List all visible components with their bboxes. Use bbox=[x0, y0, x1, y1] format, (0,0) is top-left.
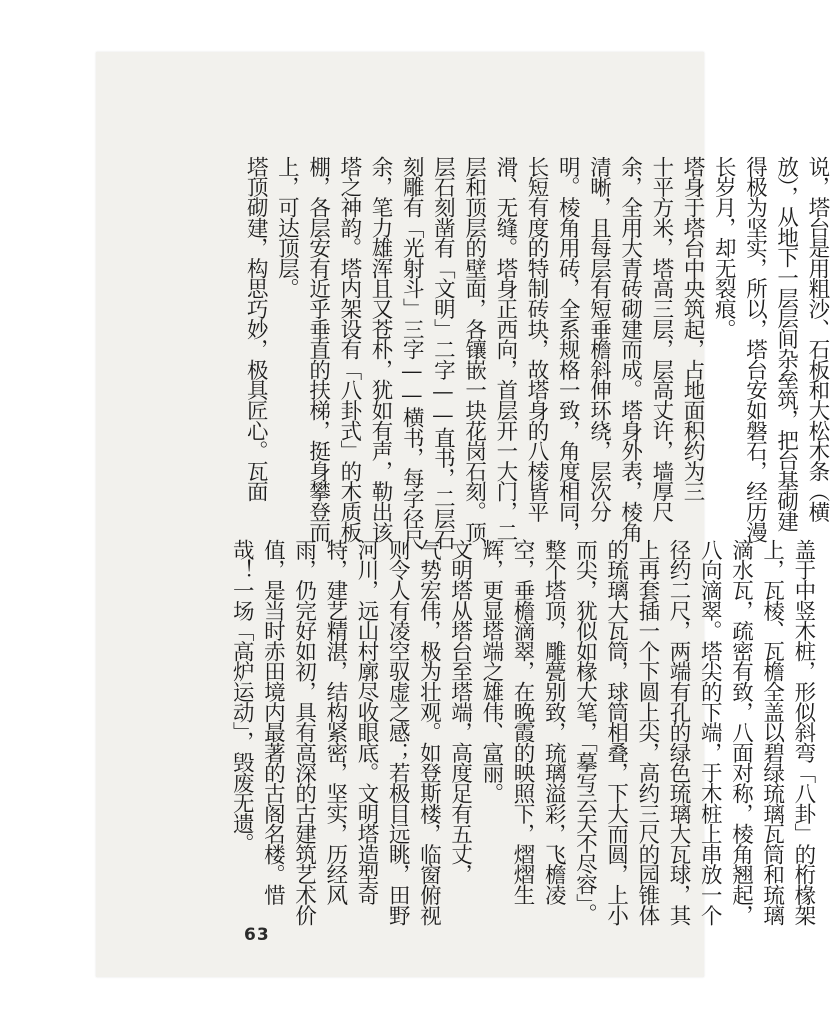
text-column: 辉，更显塔端之雄伟、富丽。 bbox=[478, 539, 504, 803]
text-column: 则令人有凌空驭虚之感；若极目远眺，田野 bbox=[385, 539, 411, 925]
text-column: 刻雕有「光射斗」三字——横书，每字径尺 bbox=[399, 156, 425, 549]
text-column: 气势宏伟，极为壮观。如登斯楼，临窗俯视 bbox=[416, 539, 442, 925]
text-column: 放），从地下一层层间杂垒筑，把台基砌建 bbox=[773, 156, 799, 531]
text-column: 棚，各层安有近乎垂直的扶梯，挺身攀登而 bbox=[305, 156, 331, 542]
text-column: 特，建艺精湛，结构紧密，坚实，历经风 bbox=[322, 539, 348, 905]
text-column: 整个塔顶，雕甍别致，琉璃溢彩，飞檐凌 bbox=[541, 539, 567, 905]
text-column: 哉！一场「高炉运动」，毁废无遗。 bbox=[229, 539, 255, 854]
page-number: 63 bbox=[244, 925, 270, 945]
text-column: 余，笔力雄浑且又苍朴，犹如有声，勒出该 bbox=[368, 156, 394, 542]
text-block-bottom bbox=[226, 539, 819, 925]
text-column: 径约二尺，两端有孔的绿色琉璃大瓦球，其 bbox=[666, 539, 692, 925]
text-column: 雨，仍完好如初，具有高深的古建筑艺术价 bbox=[291, 539, 317, 925]
text-column: 八向滴翠。塔尖的下端，于木桩上串放一个 bbox=[697, 539, 723, 925]
text-column: 滴水瓦，疏密有致，八面对称，棱角翘起， bbox=[728, 539, 754, 925]
book-page bbox=[96, 52, 830, 977]
text-column: 塔之神韵。塔内架设有「八卦式」的木质板 bbox=[336, 156, 362, 542]
text-column: 明。棱角用砖，全系规格一致，角度相同， bbox=[555, 156, 581, 542]
text-column: 余，全用大青砖砌建而成。塔身外表，棱角 bbox=[617, 156, 643, 542]
text-column: 文明塔从塔台至塔端，高度足有五丈， bbox=[447, 539, 473, 885]
text-column: 层和顶层的壁面，各镶嵌一块花岗石刻。顶 bbox=[461, 156, 487, 542]
text-column: 层石刻凿有「文明」二字——直书，二层石 bbox=[430, 156, 456, 549]
text-column: 上，可达顶层。 bbox=[274, 156, 300, 299]
text-column: 塔顶砌建，构思巧妙，极具匠心。瓦面 bbox=[243, 156, 269, 502]
text-column: 值，是当时赤田境内最著的古阁名楼。惜 bbox=[260, 539, 286, 905]
text-column: 塔身于塔台中央筑起，占地面积约为三 bbox=[680, 156, 706, 502]
text-column: 清晰，且每层有短垂檐斜伸环绕，层次分 bbox=[586, 156, 612, 522]
text-column: 而尖，犹似如椽大笔，「摹写云天不尽容」。 bbox=[572, 539, 598, 924]
text-column: 上，瓦棱、瓦檐全盖以碧绿琉璃瓦筒和琉璃 bbox=[759, 539, 785, 925]
text-column: 十平方米，塔高三层，层高丈许，墙厚尺 bbox=[648, 156, 674, 522]
text-column: 说，塔台是用粗沙、石板和大松木条（横 bbox=[804, 156, 830, 522]
text-column: 河川，远山村廓尽收眼底。文明塔造型奇 bbox=[354, 539, 380, 905]
text-column: 长岁月，却无裂痕。 bbox=[711, 156, 737, 339]
text-block-top bbox=[240, 156, 833, 549]
text-column: 的琉璃大瓦筒，球筒相叠，下大而圆，上小 bbox=[603, 539, 629, 925]
text-column: 滑、无缝。塔身正西向，首层开一大门，二 bbox=[492, 156, 518, 542]
text-column: 得极为坚实，所以，塔台安如磐石，经历漫 bbox=[742, 156, 768, 542]
text-column: 盖于中竖木桩，形似斜弯「八卦」的桁椽架 bbox=[790, 539, 816, 925]
text-column: 上再套插一个下圆上尖，高约三尺的园锥体 bbox=[634, 539, 660, 925]
text-column: 长短有度的特制砖块，故塔身的八棱皆平 bbox=[524, 156, 550, 522]
text-column: 空，垂檐滴翠，在晚霞的映照下，熠熠生 bbox=[510, 539, 536, 905]
